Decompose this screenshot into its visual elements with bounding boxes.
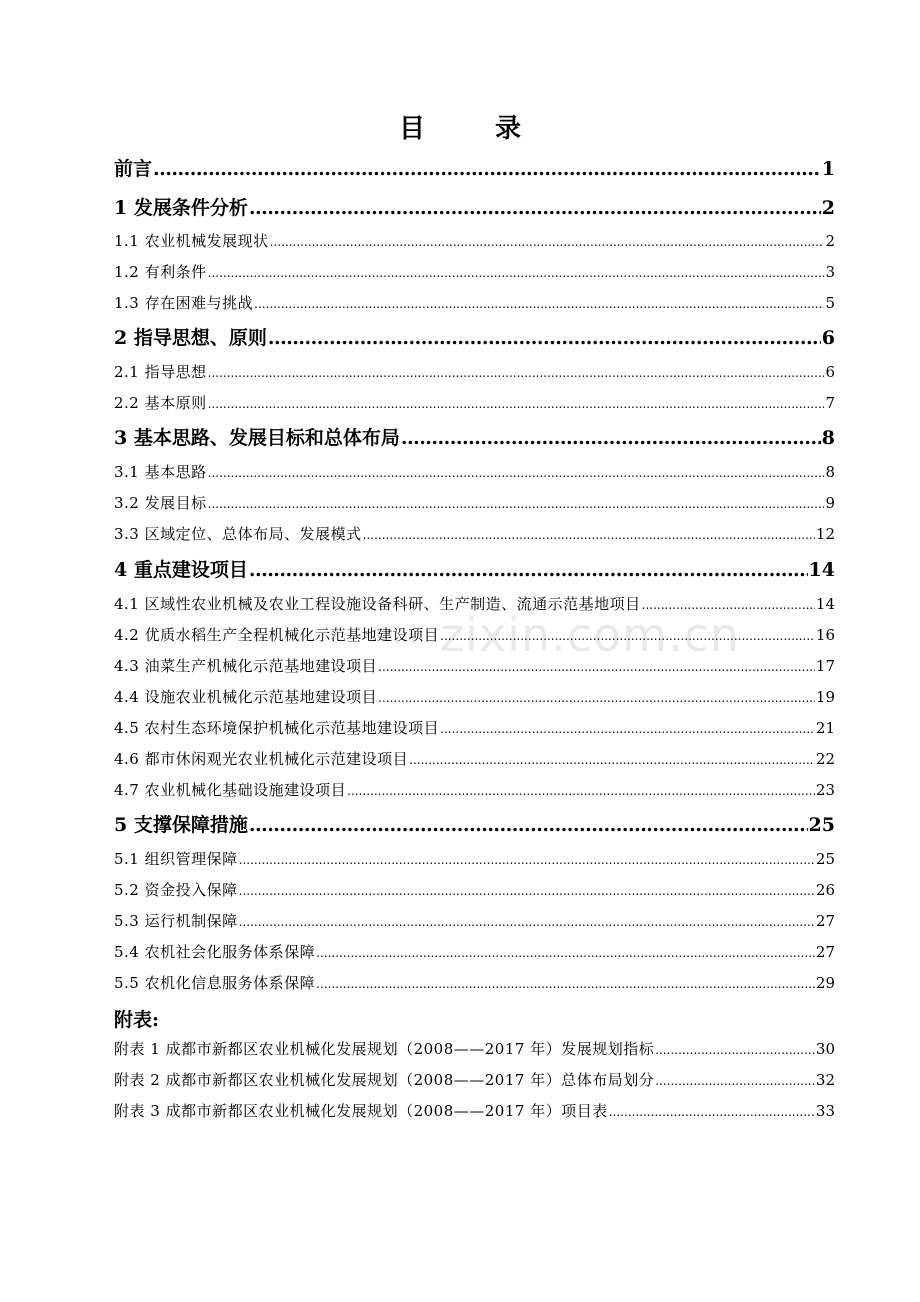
toc-entry-label: 1.2 有利条件	[114, 263, 207, 281]
toc-entry-page-number: 27	[815, 912, 835, 930]
annex-entry[interactable]	[114, 1100, 835, 1121]
page-title: 目 录	[398, 114, 543, 144]
toc-entry-label: 4.5 农村生态环境保护机械化示范基地建设项目	[114, 719, 440, 737]
toc-entry[interactable]	[114, 555, 835, 582]
toc-entry-label: 5 支撑保障措施	[114, 814, 248, 836]
toc-entry[interactable]	[114, 593, 835, 614]
dot-leader	[363, 528, 815, 542]
toc-entry[interactable]	[114, 624, 835, 645]
toc-entry-page-number: 29	[815, 974, 835, 992]
toc-entry-label: 前言	[114, 158, 153, 180]
dot-leader	[440, 722, 815, 736]
annex-entry-label: 附表 3 成都市新都区农业机械化发展规划（2008——2017 年）项目表	[114, 1102, 608, 1120]
toc-entry-label: 2 指导思想、原则	[114, 327, 267, 349]
toc-entry[interactable]	[114, 655, 835, 676]
toc-entry[interactable]	[114, 193, 835, 220]
toc-entry-label: 2.2 基本原则	[114, 394, 207, 412]
toc-entry-page-number: 27	[815, 943, 835, 961]
toc-entry-page-number: 5	[825, 294, 835, 312]
annex-entry-page-number: 33	[815, 1102, 835, 1120]
toc-entry[interactable]	[114, 686, 835, 707]
toc-entry-page-number: 2	[825, 232, 835, 250]
dot-leader	[378, 691, 815, 705]
annex-entry-page-number: 30	[815, 1040, 835, 1058]
toc-entry[interactable]	[114, 810, 835, 837]
dot-leader	[316, 977, 815, 991]
toc-entry-page-number: 21	[815, 719, 835, 737]
dot-leader	[208, 366, 825, 380]
dot-leader	[401, 427, 821, 449]
dot-leader	[208, 397, 825, 411]
toc-entry[interactable]	[114, 879, 835, 900]
toc-entry[interactable]	[114, 972, 835, 993]
toc-entry-label: 2.1 指导思想	[114, 363, 207, 381]
dot-leader	[316, 946, 815, 960]
dot-leader	[609, 1105, 815, 1119]
toc-entry-page-number: 6	[821, 327, 835, 349]
annex-entry-page-number: 32	[815, 1071, 835, 1089]
toc-entry[interactable]	[114, 361, 835, 382]
dot-leader	[254, 297, 824, 311]
annex-entry[interactable]	[114, 1038, 835, 1059]
toc-entry[interactable]	[114, 323, 835, 350]
annex-entry[interactable]	[114, 1069, 835, 1090]
toc-entry-page-number: 14	[815, 595, 835, 613]
toc-entry-label: 3.1 基本思路	[114, 463, 207, 481]
dot-leader	[655, 1043, 815, 1057]
toc-entry-page-number: 19	[815, 688, 835, 706]
dot-leader	[378, 660, 815, 674]
toc-entry-label: 5.4 农机社会化服务体系保障	[114, 943, 316, 961]
dot-leader	[249, 559, 808, 581]
toc-entry-page-number: 8	[825, 463, 835, 481]
toc-entry[interactable]	[114, 779, 835, 800]
dot-leader	[409, 753, 815, 767]
toc-entry[interactable]	[114, 230, 835, 251]
toc-entry[interactable]	[114, 392, 835, 413]
toc-entry-page-number: 12	[815, 525, 835, 543]
toc-entry-label: 5.5 农机化信息服务体系保障	[114, 974, 316, 992]
dot-leader	[239, 915, 815, 929]
toc-entry-label: 5.2 资金投入保障	[114, 881, 238, 899]
toc-entry-label: 1.3 存在困难与挑战	[114, 294, 254, 312]
toc-entry-label: 1.1 农业机械发展现状	[114, 232, 269, 250]
toc-entry-page-number: 25	[808, 814, 835, 836]
toc-entry-page-number: 7	[825, 394, 835, 412]
dot-leader	[153, 158, 821, 180]
toc-entry-label: 3.2 发展目标	[114, 494, 207, 512]
dot-leader	[642, 598, 815, 612]
toc-entry-page-number: 25	[815, 850, 835, 868]
annex-heading: 附表:	[114, 1009, 160, 1031]
toc-entry-page-number: 2	[821, 197, 835, 219]
toc-entry-page-number: 6	[825, 363, 835, 381]
toc-entry-page-number: 3	[825, 263, 835, 281]
dot-leader	[239, 884, 815, 898]
annex-entry-label: 附表 2 成都市新都区农业机械化发展规划（2008——2017 年）总体布局划分	[114, 1071, 655, 1089]
dot-leader	[440, 629, 815, 643]
dot-leader	[208, 466, 825, 480]
toc-entry-page-number: 1	[821, 158, 835, 180]
toc-entry-page-number: 14	[808, 559, 835, 581]
toc-entry-label: 4.6 都市休闲观光农业机械化示范建设项目	[114, 750, 409, 768]
toc-entry-label: 4 重点建设项目	[114, 559, 248, 581]
dot-leader	[655, 1074, 815, 1088]
toc-entry-page-number: 8	[821, 427, 835, 449]
annex-entry-label: 附表 1 成都市新都区农业机械化发展规划（2008——2017 年）发展规划指标	[114, 1040, 655, 1058]
toc-entry[interactable]	[114, 423, 835, 450]
toc-entry-label: 1 发展条件分析	[114, 197, 248, 219]
toc-entry-page-number: 16	[815, 626, 835, 644]
watermark: zixin.com.cn	[440, 608, 741, 662]
toc-entry-label: 4.4 设施农业机械化示范基地建设项目	[114, 688, 378, 706]
dot-leader	[268, 327, 821, 349]
toc-entry[interactable]	[114, 261, 835, 282]
toc-entry[interactable]	[114, 941, 835, 962]
toc-entry-label: 4.7 农业机械化基础设施建设项目	[114, 781, 347, 799]
toc-entry[interactable]	[114, 523, 835, 544]
toc-entry[interactable]	[114, 461, 835, 482]
toc-entry[interactable]	[114, 292, 835, 313]
toc-entry-label: 5.3 运行机制保障	[114, 912, 238, 930]
toc-entry-label: 4.2 优质水稻生产全程机械化示范基地建设项目	[114, 626, 440, 644]
toc-entry-label: 3.3 区域定位、总体布局、发展模式	[114, 525, 362, 543]
dot-leader	[208, 497, 825, 511]
dot-leader	[270, 235, 825, 249]
toc-entry[interactable]	[114, 154, 835, 181]
dot-leader	[239, 853, 815, 867]
toc-entry-page-number: 9	[825, 494, 835, 512]
toc-entry-label: 5.1 组织管理保障	[114, 850, 238, 868]
toc-entry[interactable]	[114, 492, 835, 513]
toc-entry[interactable]	[114, 910, 835, 931]
dot-leader	[208, 266, 825, 280]
toc-entry-page-number: 26	[815, 881, 835, 899]
toc-entry-page-number: 17	[815, 657, 835, 675]
toc-entry-label: 4.1 区域性农业机械及农业工程设施设备科研、生产制造、流通示范基地项目	[114, 595, 641, 613]
toc-entry[interactable]	[114, 717, 835, 738]
toc-entry-label: 3 基本思路、发展目标和总体布局	[114, 427, 400, 449]
toc-entry-label: 4.3 油菜生产机械化示范基地建设项目	[114, 657, 378, 675]
dot-leader	[249, 814, 808, 836]
toc-entry-page-number: 22	[815, 750, 835, 768]
toc-entry-page-number: 23	[815, 781, 835, 799]
toc-entry[interactable]	[114, 748, 835, 769]
dot-leader	[347, 784, 815, 798]
dot-leader	[249, 197, 821, 219]
toc-entry[interactable]	[114, 848, 835, 869]
